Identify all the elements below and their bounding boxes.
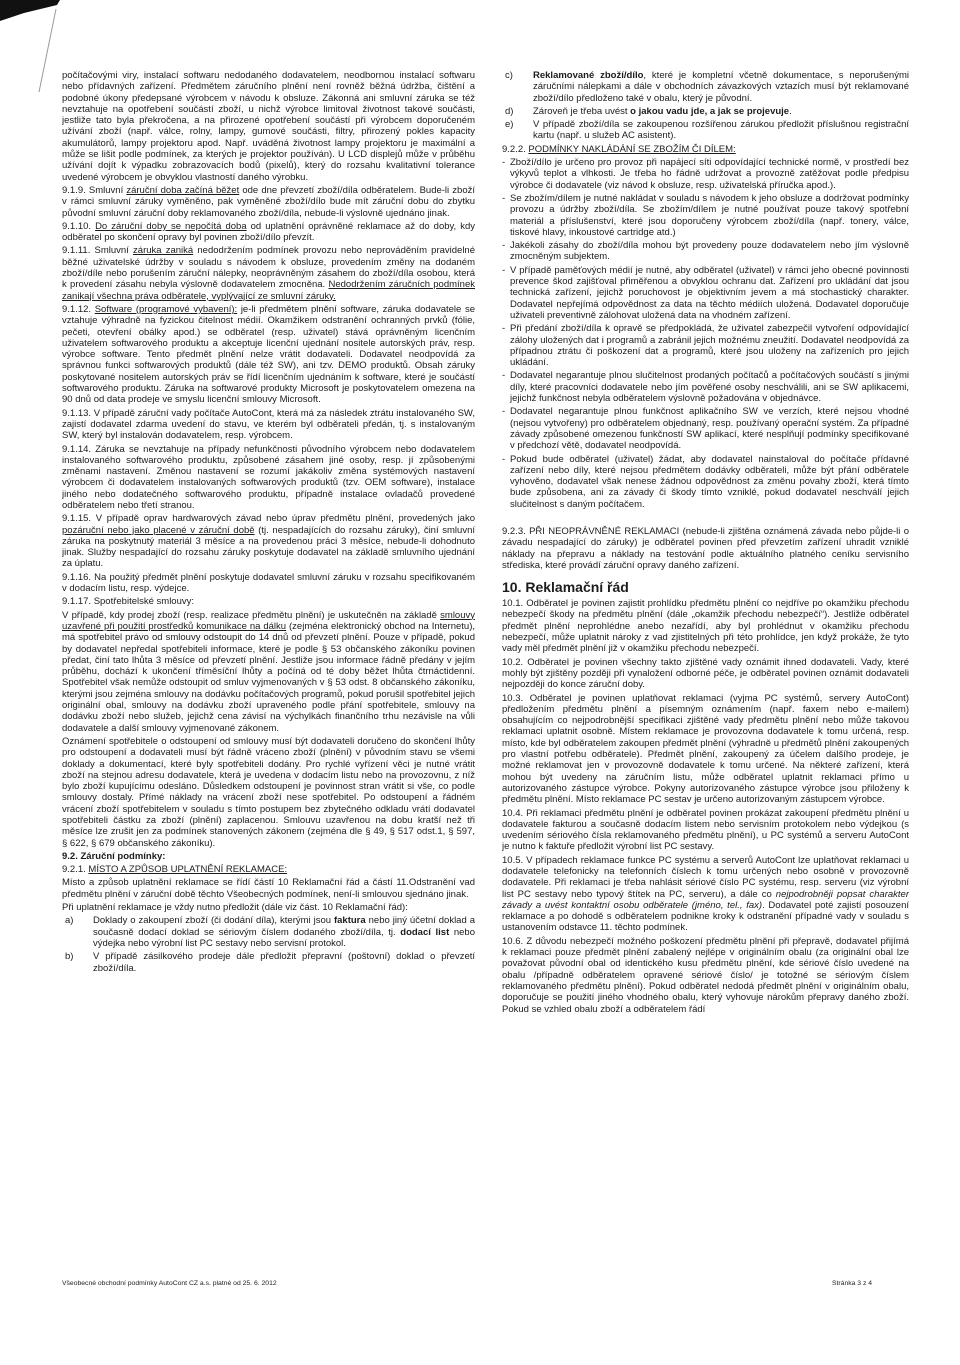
paragraph xyxy=(502,808,909,853)
list-item xyxy=(502,240,909,263)
section-title xyxy=(62,851,475,862)
list-marker: - xyxy=(502,370,506,382)
text-run: je-li předmětem plnění software, záruka dodavatele se vztahuje výhradně na fyzickou čitelnost médií. Okamžikem odstranění ochranných prvků (fólie, pečeti, otevření obálky apod.) se odběratel (resp. uživatel) stává oprávněným licenčním uživatelem softwarového produktu a akceptuje licenční ujednání nositele autorských práv, resp. výrobce software. Tento předmět plnění nelze vrátit dodavateli. Dodavatel neodpovídá za správnou funkci softwarových produktů (dále též SW), ani tzv. DEMO produktů. Obsah záruky poskytované nositelem autorských práv se řídí licenčním ujednáním k software, které je součástí softwarového produktu. Záruka na softwarové produkty Microsoft je poskytovatelem omezena na 90 dnů od data prodeje ve smyslu licenční smlouvy Microsoft. xyxy=(62,303,475,406)
list-marker: - xyxy=(502,240,506,252)
paragraph xyxy=(62,70,475,183)
text-run: Zároveň je třeba uvést xyxy=(533,105,631,117)
text-run: 9.1.15. V případě oprav hardwarových závad nebo úprav předmětu plnění, provedených jako xyxy=(62,513,475,525)
underlined-text: Software (programové vybavení): xyxy=(94,303,238,315)
text-run: V případě paměťových médií je nutné, aby odběratel (uživatel) v rámci jeho obecné povinnosti prevence škod zajišťoval přiměřenou a obvyklou ochranu dat. Zařízení pro ukládání dat jsou technická zařízení, jejichž poruchovost je objektivním jevem a má stochastický charakter. Dodavatel nepřejímá odpovědnost za data na těchto médiích uložená. Dodavatel doporučuje uživateli preventivně zálohovat uložená data na vhodném zařízení. xyxy=(510,264,909,321)
bold-text: Reklamované zboží/dílo xyxy=(533,70,644,81)
list-marker: b) xyxy=(65,951,74,963)
text-run: ode dne převzetí zboží/díla odběratelem. Bude-li zboží v rámci smluvní záruky vyměněno, pak vyměněné zboží/dílo bude mít záruční dobu do zbytku původní smluvní záruční doby reklamovaného zboží/díla, nebude-li výslovně ujednáno jinak. xyxy=(62,184,475,219)
text-run: nedodržením podmínek provozu nebo neprováděním pravidelné běžné uživatelské údržby v souladu s návodem k obsluze, provedením změny na dodaném zboží/díle nebo porušením záruční nálepky, neoprávněným zásahem do zboží/díla osobou, která k provedení zásahu nebyla výslovně dodavatelem zmocněna. xyxy=(62,245,475,291)
paragraph xyxy=(502,855,909,934)
text-run: počítačovými viry, instalací softwaru nedodaného dodavatelem, neodbornou instalací softwaru nebo přídavných zařízení. Předmětem záručního plnění není rovněž běžná údržba, čištění a podobné úkony předepsané výrobcem v návodu k obsluze. Zákonná ani smluvní záruka se též nevztahuje na opotřebení součástí zboží, u nichž výrobce limitoval životnost takové součásti, jestliže tato byla překročena, a na přirozené opotřebení součástí při výrobcem doporučeném užívání zboží (např. válce, rolny, lampy, gumové součásti, filtry, přirozený pokles kapacity akumulátorů, lampy projektoru apod. Např. uváděná životnost lampy projektoru je maximální a může se lišit podle podmínek, za kterých je projektor používán). U LCD displejů může v průběhu užívání dojít k výpadku zobrazovacích bodů (pixelů), který do rozsahu kvalitativní tolerance uvedené výrobcem je obvyklou vlastností daného výrobku. xyxy=(62,70,475,183)
text-run: V případě zásilkového prodeje dále předložit přepravní (poštovní) doklad o převzetí zboží/díla. xyxy=(93,951,475,974)
text-run: 9.1.11. Smluvní xyxy=(62,245,134,257)
text-run: Pokud bude odběratel (uživatel) žádat, aby dodavatel nainstaloval do počítače přídavné zařízení nebo díly, které nejsou předmětem dodávky odběrateli, může být přání odběratele vyhověno, dodavatel však nenese žádnou odpovědnost za změnu povahy zboží, která tímto bude způsobena, ani za závady či škody tímto vzniklé, pokud dodavatel neschválí jejich slučitelnost s daným počítačem. xyxy=(510,453,909,510)
text-run: Doklady o zakoupení zboží (či dodání díla), kterými jsou xyxy=(93,915,334,927)
left-text-column xyxy=(62,70,475,976)
text-run: 10.3. Odběratel je povinen uplatňovat reklamaci (vyjma PC systémů, servery AutoCont) předložením předmětu plnění a písemným oznámením (např. faxem nebo e-mailem) obsahujícím co nejpodrobnější specifikaci zjištěné vady předmětu plnění nebo může takovou reklamaci uplatnit osobně. Místem reklamace je provozovna dodavatele k tomu určená, resp. místo, kde byl odběratelem zakoupen předmět plnění (výhradně u předmětů plnění zakoupených pro vlastní potřebu odběratele). Předmět plnění, zakoupený za účelem dalšího prodeje, je možné reklamovat jen v provozovně dodavatele k tomu určené. Na některé zařízení, která mohou být uvedeny na záručním listu, může odběratel uplatnit reklamaci přímo u autorizovaného zástupce výrobce. Pokyny autorizovaného zástupce výrobce jsou přiloženy k předmětu plnění. Místo reklamace PC sestav je určeno autorizovaným zástupcem výrobce. xyxy=(502,692,909,806)
footer-document-title: Všeobecné obchodní podmínky AutoCont CZ a.s. platné od 25. 6. 2012 xyxy=(62,1280,277,1287)
list-item xyxy=(62,951,475,974)
bold-text: o jakou vadu jde, a jak se projevuje xyxy=(630,105,790,117)
text-run: Zboží/dílo je určeno pro provoz při napájecí síti odpovídající technické normě, v prostředí bez výkyvů teplot a vlhkosti. Je třeba ho řádně udržovat a provozně zatěžovat podle předpisu výrobce či dodavatele (viz návod k obsluze, resp. uživatelská příručka apod.). xyxy=(510,157,909,191)
list-item xyxy=(502,323,909,368)
text-run: (zejména elektronický obchod na Internetu), má spotřebitel právo od smlouvy odstoupit do 14 dnů od převzetí plnění. Pouze v případě, pokud by dodavatel nepředal spotřebiteli informace, které je podle § 53 občanského zákoníku povinen předat, činí tato lhůta 3 měsíce od převzetí plnění. Jestliže jsou informace řádně předány v jejím průběhu, dochází k ukončení tříměsíční lhůty a počíná od té doby běžet lhůta čtrnáctidenní. Spotřebitel však nemůže odstoupit od smluv vyjmenovaných v § 53 odst. 8 občanského zákoníku, kterými jsou zejména smlouvy na dodávku počítačových programů, pokud porušil spotřebitel jejich originální obal, smlouvy na dodávku zboží upraveného podle přání spotřebitele, smlouvy na dodávku zboží nebo služeb, jejichž cena závisí na výchylkách finančního trhu nezávisle na vůli dodavatele a další smlouvy vyjmenované zákonem. xyxy=(62,620,475,734)
text-run: . xyxy=(789,105,792,117)
underlined-text: PODMÍNKY NAKLÁDÁNÍ SE ZBOŽÍM ČI DÍLEM: xyxy=(528,143,736,155)
paragraph xyxy=(62,304,475,406)
list-marker: - xyxy=(502,406,506,418)
text-run: Místo a způsob uplatnění reklamace se řídí částí 10 Reklamační řád a částí 11.Odstranění vad předmětu plnění v záruční době těchto Všeobecných podmínek, není-li smlouvou sjednáno jinak. xyxy=(62,877,475,900)
paragraph xyxy=(502,526,909,571)
list-marker: - xyxy=(502,453,506,465)
paragraph xyxy=(62,596,475,607)
text-run: Dodavatel negarantuje plnou funkčnost aplikačního SW ve verzích, které nejsou vhodné (nejsou vytvořeny) pro odběratelem objednaný, resp. používaný operační systém. Za případné závady způsobené omezenou funkčností SW aplikací, které nesplňují podmínky specifikované v předchozí větě, dodavatel neodpovídá. xyxy=(510,406,909,452)
list-item xyxy=(502,157,909,191)
list-marker: e) xyxy=(505,119,514,131)
list-marker: - xyxy=(502,264,506,276)
text-run: od uplatnění oprávněné reklamace až do doby, kdy odběratel po skončení opravy byl povinen zboží/dílo převzít. xyxy=(62,220,475,244)
text-run: 9.1.10. xyxy=(62,220,96,232)
text-run: Se zbožím/dílem je nutné nakládat v souladu s návodem k jeho obsluze a dodržovat podmínky provozu a údržby zboží/díla. Se zbožím/dílem je nutné používat pouze takový spotřební materiál a příslušenství, které jsou doporučeny výrobcem zboží/díla (např. tonery, válce, tiskové hlavy, inkoustové cartridge atd.) xyxy=(510,192,909,238)
paragraph xyxy=(502,598,909,654)
paragraph xyxy=(62,902,475,913)
paragraph xyxy=(502,144,909,155)
text-run: 9.2. Záruční podmínky: xyxy=(62,850,166,862)
paragraph xyxy=(62,221,475,244)
paragraph xyxy=(62,185,475,219)
bold-text: dodací list xyxy=(400,926,450,938)
text-run: Při uplatnění reklamace je vždy nutno předložit (dále viz část. 10 Reklamační řád): xyxy=(62,902,408,914)
text-run: V případě zboží/díla se zakoupenou rozšířenou zárukou předložit příslušnou registrační kartu (např. u služeb AC asistent). xyxy=(533,119,909,142)
text-run: 9.1.12. xyxy=(62,303,95,315)
underlined-text: záruka zaniká xyxy=(133,245,194,257)
paragraph xyxy=(502,657,909,691)
list-item xyxy=(502,70,909,104)
text-run: Dodavatel negarantuje plnou slučitelnost prodaných počítačů a počítačových součástí s jinými díly, které pracovníci dodavatele nebo jím pověřené osoby neschválili, ani se SW aplikacemi, jejichž funkčnost nebyla odběratelem výslovně požadována v objednávce. xyxy=(510,370,909,405)
text-run: 9.1.14. Záruka se nevztahuje na případy nefunkčnosti původního výrobcem nebo dodavatelem instalovaného softwarového produktu, způsobené zásahem jiné osoby, resp. jí způsobenými změnami nastavení. Změnou nastavení se rozumí jakákoliv změna systémových nastavení výrobcem či dodavatelem instalovaných softwarových produktů (tzv. OEM software), instalace jiného nebo dodatečného softwarového produktu, případně instalace ovladačů provedené odběratelem nebo třetí stranou. xyxy=(62,443,475,511)
text-run: . Dodavatel poté zajistí posouzení reklamace a po dohodě s odběratelem podnikne kroky k odstranění případné vady v souladu s ustanovením odstavce 11. těchto podmínek. xyxy=(502,899,909,934)
text-run: 9.1.17. Spotřebitelské smlouvy: xyxy=(62,596,195,608)
underlined-text: Nedodržením záručních podmínek zanikají všechna práva odběratele, vyplývající ze smluvní záruky. xyxy=(62,279,475,302)
list-item xyxy=(502,193,909,238)
paragraph xyxy=(62,245,475,301)
list-marker: d) xyxy=(505,105,514,117)
paragraph xyxy=(62,736,475,849)
list-marker: a) xyxy=(65,915,74,927)
underlined-text: MÍSTO A ZPŮSOB UPLATNĚNÍ REKLAMACE: xyxy=(88,864,288,876)
list-marker: c) xyxy=(505,70,513,81)
list-item xyxy=(502,406,909,451)
text-run: Při předání zboží/díla k opravě se předpokládá, že uživatel zabezpečil vytvoření odpovídající zálohy uložených dat i programů a zabránil jejich možnému zneužití. Dodavatel neodpovídá za případnou ztrátu či poškození dat a programů, které jsou uloženy na zařízeních pro jejich ukládání. xyxy=(510,323,909,369)
text-run: nebo jiný účetní doklad a současně dodací doklad se sériovým číslem dodaného zboží/díla, tj. xyxy=(93,915,475,938)
list-item xyxy=(502,370,909,404)
text-run: , které je kompletní včetně dokumentace, s neporušenými záručními nálepkami a dále v obchodních závazkových vztazích musí být reklamované zboží/dílo předloženo také v obalu, který je původní. xyxy=(533,70,909,104)
underlined-text: Do záruční doby se nepočítá doba xyxy=(95,220,247,232)
text-run: Oznámení spotřebitele o odstoupení od smlouvy musí být dodavateli doručeno do skončení lhůty pro odstoupení a dodavateli musí být řádně vráceno zboží (plnění) v původním stavu se všemi doklady a dokumentací, které byly spotřebiteli dodány. Pro rychlé vyřízení věci je nutné vrátit zboží na stejnou adresu dodavatele, která je uvedena v dodacím listu nebo na provozovnu, z níž bylo zboží kupujícímu odesláno. Důsledkem odstoupení je povinnost stran vrátit si vše, co podle smlouvy dostaly. Přímé náklady na vrácení zboží nese spotřebitel. Po odstoupení a řádném vrácení zboží spotřebitelem v souladu s tímto postupem bez zbytečného odkladu vrátí dodavatel spotřebiteli částku za zboží (plnění) zaplacenou. Smlouvu uzavřenou na dobu kratší než tři měsíce lze zrušit jen za podmínek stanovených zákonem (zejména dle § 49, § 517 odst.1, § 597, § 622, § 679 občanského zákoníku). xyxy=(62,735,475,849)
text-run: V případě, kdy prodej zboží (resp. realizace předmětu plnění) je uskutečněn na základě xyxy=(62,609,441,621)
bold-text: faktura xyxy=(333,915,366,927)
text-run: 9.1.13. V případě záruční vady počítače AutoCont, která má za následek ztrátu instalovaného SW, zajistí dodavatel zdarma uvedení do stavu, ve kterém byl odběrateli předán, tj. s instalovaným SW, který byl instalován dodavatelem, resp. výrobcem. xyxy=(62,407,475,442)
paragraph xyxy=(62,408,475,442)
list-item xyxy=(502,454,909,510)
paragraph xyxy=(502,693,909,806)
list-item xyxy=(502,119,909,142)
italic-text: nejpodrobněji popsat charakter závady a uvést kontaktní osobu odběratele (jméno, tel., fax) xyxy=(502,888,909,911)
text-run: 9.2.2. xyxy=(502,143,529,155)
paragraph xyxy=(502,936,909,1015)
text-run: 10.1. Odběratel je povinen zajistit prohlídku předmětu plnění co nejdříve po okamžiku přechodu nebezpečí škody na předmětu plnění (dále „okamžik přechodu nebezpečí“). Jestliže odběratel předmět plnění neprohlédne anebo nezařídí, aby byl prohlédnut v okamžiku přechodu nebezpečí, může uplatnit nároky z vad zjistitelných při této prohlídce, jen když prokáže, že tyto vady měl předmět plnění již v okamžiku přechodu nebezpečí. xyxy=(502,598,909,655)
list-marker: - xyxy=(502,192,506,204)
right-text-column xyxy=(502,70,909,1017)
text-run: 10.4. Při reklamaci předmětu plnění je odběratel povinen prokázat zakoupení předmětu plnění u dodavatele fakturou a současně dodacím listem nebo servisním protokolem nebo výdejkou (s uvedením sériového čísla reklamovaného předmětu plnění), u PC systémů a serveru AutoCont je nutno k faktuře předložit výrobní list PC sestavy. xyxy=(502,807,909,853)
paragraph xyxy=(62,864,475,875)
text-run: 10.5. V případech reklamace funkce PC systému a serverů AutoCont lze uplatňovat reklamaci u dodavatele telefonicky na telefonních číslech k tomu určených nebo osobně v provozovně dodavatele. Při reklamaci je třeba nahlásit sériové číslo PC systému, resp. serveru (viz výrobní list PC sestavy nebo typový štítek na PC, serveru), a dále co xyxy=(502,854,909,900)
text-run: 9.2.3. PŘI NEOPRÁVNĚNÉ REKLAMACI (nebude-li zjištěna oznámená závada nebo půjde-li o závadu nespadající do záruky) je odběratel povinen před převzetím zařízení uhradit vzniklé náklady na přepravu a náklady na testování podle aktuálního platného ceníku servisního střediska, které provádí záruční opravy daného zařízení. xyxy=(502,525,909,571)
list-item xyxy=(62,915,475,949)
text-run: nebo výdejka nebo výrobní list PC sestavy nebo servisní protokol. xyxy=(93,926,475,949)
text-run: (tj. nespadajících do rozsahu záruky), činí smluvní záruka na poskytnutý materiál 3 měsíce a na provedenou práci 3 měsíce, nebude-li dohodnuto jinak. Služby nespadající do rozsahu záruky poskytuje dodavatel na základě smluvního ujednání za úplatu. xyxy=(62,524,475,570)
text-run: Jakékoli zásahy do zboží/díla mohou být provedeny pouze dodavatelem nebo jím výslovně zmocněným subjektem. xyxy=(510,240,909,263)
list-marker: - xyxy=(502,323,506,335)
list-item xyxy=(502,265,909,321)
text-run: 9.2.1. xyxy=(62,864,89,876)
paragraph xyxy=(62,572,475,595)
underlined-text: záruční doba začíná běžet xyxy=(126,184,240,196)
list-item xyxy=(502,106,909,117)
text-run: 10.6. Z důvodu nebezpečí možného poškození předmětu plnění při přepravě, dodavatel přijímá k reklamaci pouze předmět plnění zabalený nejlépe v originálním obalu (za originální obal lze považovat původní obal od identického kusu předmětu plnění, kde sériové číslo uvedené na obalu /případně odběratelem opravené sériové číslo/ je totožné se sériovým číslem reklamovaného předmětu plnění). Pokud odběratel nedodá předmět plnění v originálním obalu, doporučuje se použití jiného vhodného obalu, který vyhovuje nárokům přepravy daného zboží. Pokud se vzhled obalu zboží a odběratelem řádí xyxy=(502,935,909,1015)
footer-page-number: Stránka 3 z 4 xyxy=(832,1280,873,1287)
paragraph xyxy=(62,877,475,900)
list-marker: - xyxy=(502,157,506,169)
paragraph xyxy=(62,444,475,512)
text-run: 10.2. Odběratel je povinen všechny takto zjištěné vady oznámit ihned dodavateli. Vady, které mohly být zjištěny později při vynaložení odborné péče, je odběratel povinen oznámit dodavateli nejpozději do konce záruční doby. xyxy=(502,656,909,691)
paragraph xyxy=(62,513,475,569)
underlined-text: smlouvy uzavřené při použití prostředků komunikace na dálku xyxy=(62,609,475,632)
text-run: 10. Reklamační řád xyxy=(502,579,629,596)
section-heading xyxy=(502,579,909,596)
text-run: 9.1.16. Na použitý předmět plnění poskytuje dodavatel smluvní záruku v rozsahu specifikovaném v dodacím listu, resp. výdejce. xyxy=(62,571,475,595)
paragraph xyxy=(62,610,475,734)
underlined-text: pozáruční nebo jako placené v záruční době xyxy=(62,524,255,536)
text-run: 9.1.9. Smluvní xyxy=(62,184,127,196)
